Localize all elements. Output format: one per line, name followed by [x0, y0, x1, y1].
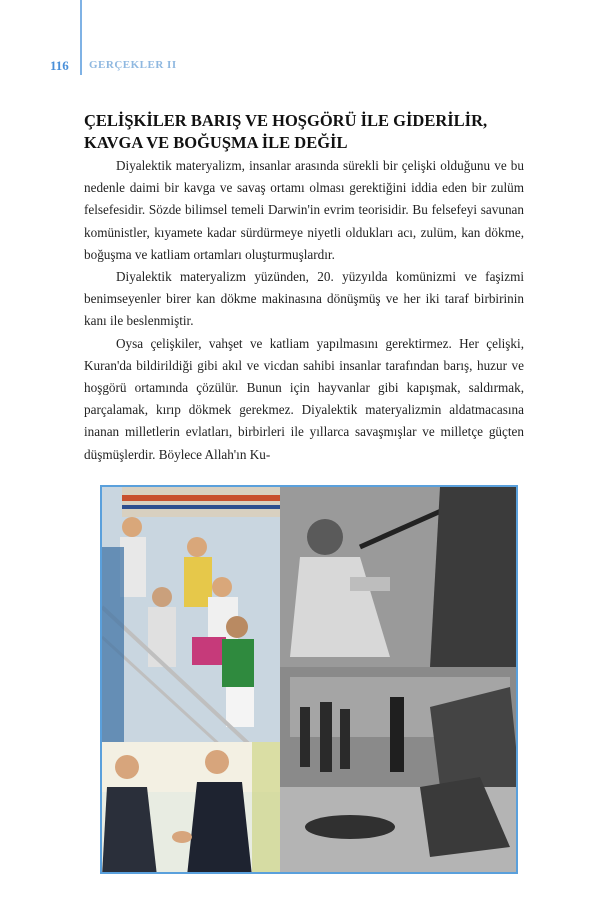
handshake-photo: [102, 742, 282, 874]
body-text: [84, 155, 524, 466]
violence-photo: [280, 487, 518, 874]
paragraph-2: Diyalektik materyalizm yüzünden, 20. yüzyılda komünizmi ve faşizmi benimseyenler birer kan dökme makinasına dönüşmüş ve her iki taraf birbirinin kanı ile beslenmiştir.: [84, 269, 524, 329]
running-title: GERÇEKLER II: [89, 59, 177, 71]
paragraph-1: Diyalektik materyalizm, insanlar arasında sürekli bir çelişki olduğunu ve bu nedenle daimi bir kavga ve savaş ortamı olması gerektiğini iddia eden bir zulüm felsefesidir. Sözde bilimsel temeli Darwin'in evrim teorisidir. Bu felsefeyi savunan komünistler, kıyamete kadar sürdürmeye niyetli oldukları acı, zulüm, kan dökme, boğuşma ve katliam ortamları oluşturmuşlardır.: [84, 158, 524, 262]
page-number: 116: [50, 58, 69, 73]
photo-collage: [100, 485, 518, 874]
tourists-photo: [102, 487, 282, 747]
paragraph-3: Oysa çelişkiler, vahşet ve katliam yapılmasını gerektirmez. Her çelişki, Kuran'da bildirildiği gibi akıl ve vicdan sahibi insanlar tarafından barış, huzur ve hoşgörü ortamında çözülür. Bunun için hayvanlar gibi kapışmak, saldırmak, parçalamak, kırıp dökmek gerekmez. Diyalektik materyalizmin aldatmacasına inanan milletlerin evlatları, birbirleri ile yıllarca savaşmışlar ve milletçe güçten düşmüşlerdir. Böylece Allah'ın Ku-: [84, 335, 524, 462]
section-title: ÇELİŞKİLER BARIŞ VE HOŞGÖRÜ İLE GİDERİLİR, KAVGA VE BOĞUŞMA İLE DEĞİL: [84, 111, 488, 152]
header-rule: [80, 0, 82, 75]
